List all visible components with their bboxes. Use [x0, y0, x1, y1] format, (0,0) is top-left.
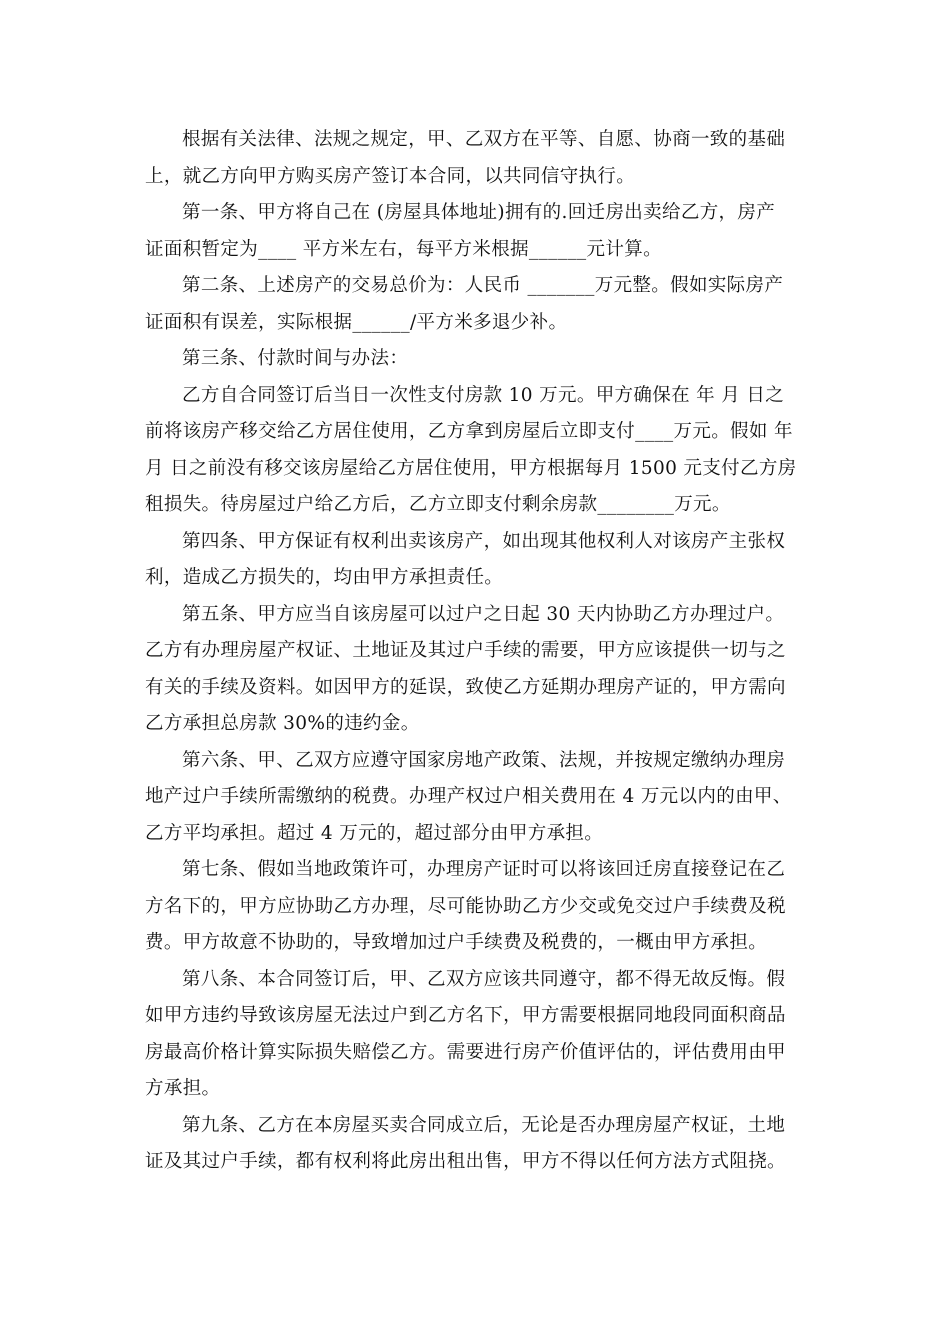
paragraph-article-4 [145, 524, 805, 597]
text-line: 方承担。 [145, 1078, 221, 1099]
text-line: 第九条、乙方在本房屋买卖合同成立后，无论是否办理房屋产权证，土地 [182, 1114, 786, 1136]
text-line: 地产过户手续所需缴纳的税费。办理产权过户相关费用在 4 万元以内的由甲、 [145, 786, 792, 807]
text-line: 第一条、甲方将自己在 (房屋具体地址)拥有的.回迁房出卖给乙方，房产 [182, 202, 776, 223]
text-line: 根据有关法律、法规之规定，甲、乙双方在平等、自愿、协商一致的基础 [182, 129, 786, 150]
text-line: 房最高价格计算实际损失赔偿乙方。需要进行房产价值评估的，评估费用由甲 [145, 1041, 786, 1063]
text-line: 乙方有办理房屋产权证、土地证及其过户手续的需要，甲方应该提供一切与之 [145, 640, 786, 661]
paragraph-preamble [145, 122, 805, 195]
text-line: 前将该房产移交给乙方居住使用，乙方拿到房屋后立即支付____万元。假如 年 [145, 421, 793, 442]
text-line: 乙方自合同签订后当日一次性支付房款 10 万元。甲方确保在 年 月 日之 [182, 384, 785, 406]
text-line: 第三条、付款时间与办法： [182, 348, 409, 369]
text-line: 证面积暂定为____ 平方米左右，每平方米根据______元计算。 [145, 238, 662, 260]
paragraph-article-2 [145, 268, 805, 341]
paragraph-article-3-title [145, 341, 805, 378]
text-line: 第四条、甲方保证有权利出卖该房产，如出现其他权利人对该房产主张权 [182, 530, 786, 552]
text-line: 有关的手续及资料。如因甲方的延误，致使乙方延期办理房产证的，甲方需向 [145, 676, 786, 698]
text-line: 方名下的，甲方应协助乙方办理，尽可能协助乙方少交或免交过户手续费及税 [145, 895, 786, 917]
paragraph-article-7 [145, 852, 805, 962]
contract-body [145, 122, 805, 1181]
text-line: 费。甲方故意不协助的，导致增加过户手续费及税费的，一概由甲方承担。 [145, 932, 768, 953]
paragraph-article-3-body [145, 378, 805, 524]
text-line: 第七条、假如当地政策许可，办理房产证时可以将该回迁房直接登记在乙 [182, 859, 786, 880]
paragraph-article-9 [145, 1108, 805, 1181]
text-line: 乙方平均承担。超过 4 万元的，超过部分由甲方承担。 [145, 822, 604, 844]
text-line: 第八条、本合同签订后，甲、乙双方应该共同遵守，都不得无故反悔。假 [182, 968, 786, 990]
text-line: 租损失。待房屋过户给乙方后，乙方立即支付剩余房款________万元。 [145, 494, 731, 515]
paragraph-article-5 [145, 597, 805, 743]
text-line: 第二条、上述房产的交易总价为：人民币 _______万元整。假如实际房产 [182, 275, 784, 296]
text-line: 如甲方违约导致该房屋无法过户到乙方名下，甲方需要根据同地段同面积商品 [145, 1005, 786, 1026]
text-line: 利，造成乙方损失的，均由甲方承担责任。 [145, 567, 504, 588]
text-line: 证面积有误差，实际根据______/平方米多退少补。 [145, 311, 568, 333]
text-line: 证及其过户手续，都有权利将此房出租出售，甲方不得以任何方法方式阻挠。 [145, 1151, 786, 1172]
text-line: 上，就乙方向甲方购买房产签订本合同，以共同信守执行。 [145, 165, 636, 187]
paragraph-article-8 [145, 962, 805, 1108]
text-line: 月 日之前没有移交该房屋给乙方居住使用，甲方根据每月 1500 元支付乙方房 [145, 457, 797, 479]
paragraph-article-1 [145, 195, 805, 268]
paragraph-article-6 [145, 743, 805, 853]
text-line: 第五条、甲方应当自该房屋可以过户之日起 30 天内协助乙方办理过户。 [182, 603, 785, 625]
text-line: 乙方承担总房款 30%的违约金。 [145, 713, 420, 734]
text-line: 第六条、甲、乙双方应遵守国家房地产政策、法规，并按规定缴纳办理房 [182, 749, 786, 771]
